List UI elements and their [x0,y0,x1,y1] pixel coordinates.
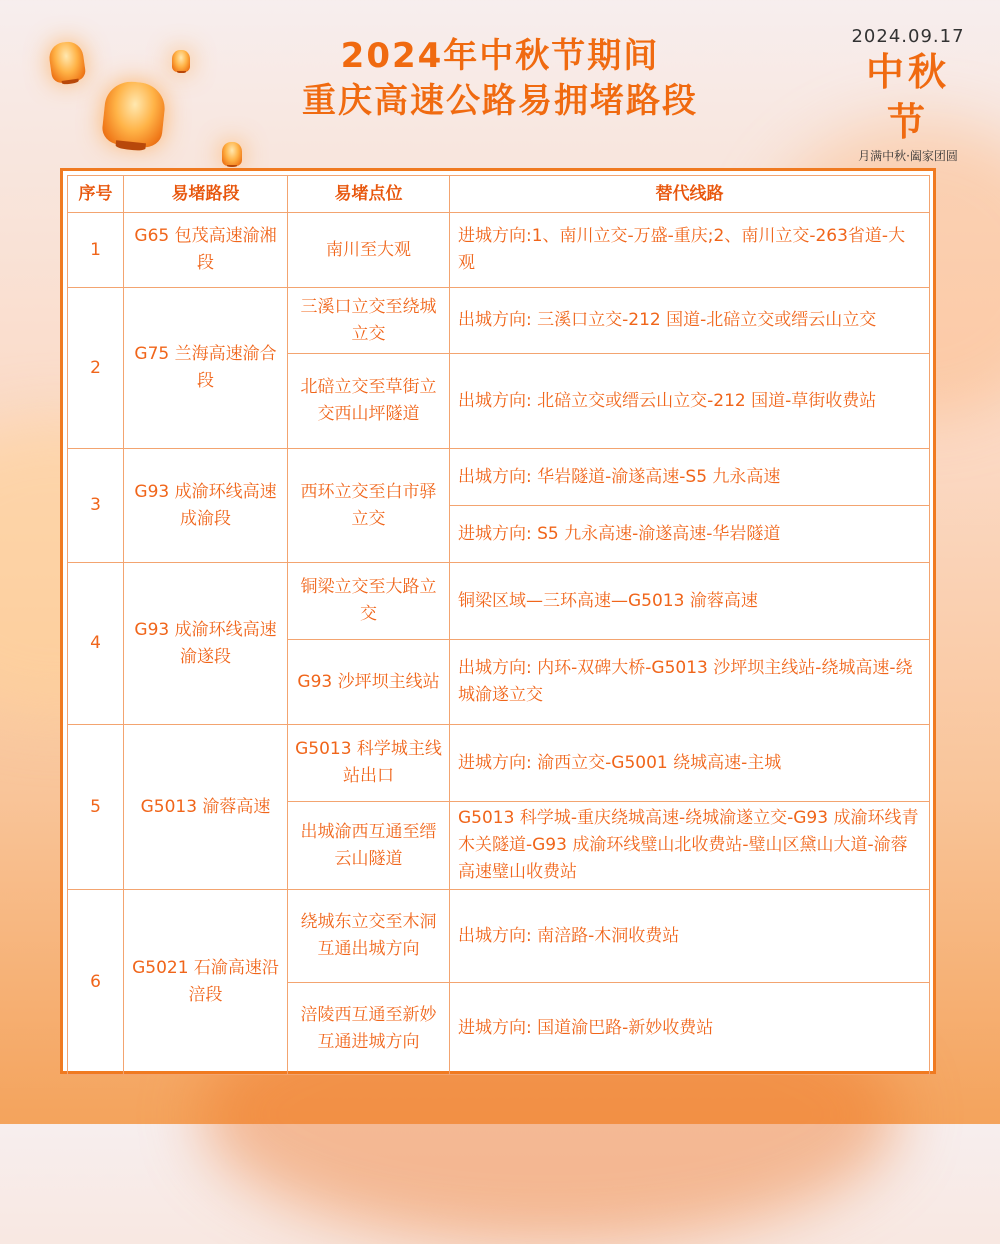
congestion-point: 南川至大观 [288,213,450,288]
alternate-route: 进城方向: 国道渝巴路-新妙收费站 [450,983,930,1075]
table-header-row [68,176,930,213]
table-row [68,563,930,640]
road-section: G93 成渝环线高速成渝段 [124,449,288,563]
alternate-route: G5013 科学城-重庆绕城高速-绕城渝遂立交-G93 成渝环线青木关隧道-G93 成渝环线璧山北收费站-璧山区黛山大道-渝蓉高速璧山收费站 [450,802,930,890]
badge-festival-name: 中秋节 [865,49,950,144]
row-number: 5 [68,725,124,890]
road-section: G5021 石渝高速沿涪段 [124,890,288,1075]
row-number: 1 [68,213,124,288]
road-section: G5013 渝蓉高速 [124,725,288,890]
alternate-route: 出城方向: 南涪路-木洞收费站 [450,890,930,983]
row-number: 4 [68,563,124,725]
congestion-point: 西环立交至白市驿立交 [288,449,450,563]
congestion-point: 铜梁立交至大路立交 [288,563,450,640]
congestion-point: 北碚立交至草街立交西山坪隧道 [288,354,450,449]
badge-date: 2024.09.17 [851,26,965,47]
road-section: G65 包茂高速渝湘段 [124,213,288,288]
alternate-route: 出城方向: 内环-双碑大桥-G5013 沙坪坝主线站-绕城高速-绕城渝遂立交 [450,640,930,725]
road-section: G93 成渝环线高速渝遂段 [124,563,288,725]
congestion-point: 涪陵西互通至新妙互通进城方向 [288,983,450,1075]
alternate-route: 出城方向: 三溪口立交-212 国道-北碚立交或缙云山立交 [450,288,930,354]
table-row [68,890,930,983]
header-road: 易堵路段 [124,176,288,213]
badge-tagline: 月满中秋·阖家团圆 [858,149,958,163]
alternate-route: 进城方向: 渝西立交-G5001 绕城高速-主城 [450,725,930,802]
congestion-point: 绕城东立交至木洞互通出城方向 [288,890,450,983]
congestion-table [67,175,930,1075]
header-point: 易堵点位 [288,176,450,213]
congestion-table-panel [60,168,936,1074]
row-number: 3 [68,449,124,563]
header-route: 替代线路 [450,176,930,213]
sky-lantern-icon [222,142,242,166]
table-row [68,725,930,802]
festival-badge [846,26,970,164]
table-row [68,449,930,506]
table-row [68,288,930,354]
table-row [68,213,930,288]
road-section: G75 兰海高速渝合段 [124,288,288,449]
row-number: 6 [68,890,124,1075]
alternate-route: 进城方向:1、南川立交-万盛-重庆;2、南川立交-263省道-大观 [450,213,930,288]
title-line-2: 重庆高速公路易拥堵路段 [302,81,698,121]
alternate-route: 铜梁区域—三环高速—G5013 渝蓉高速 [450,563,930,640]
alternate-route: 出城方向: 华岩隧道-渝遂高速-S5 九永高速 [450,449,930,506]
alternate-route: 出城方向: 北碚立交或缙云山立交-212 国道-草街收费站 [450,354,930,449]
congestion-point: G5013 科学城主线站出口 [288,725,450,802]
congestion-point: 三溪口立交至绕城立交 [288,288,450,354]
congestion-point: 出城渝西互通至缙云山隧道 [288,802,450,890]
congestion-point: G93 沙坪坝主线站 [288,640,450,725]
row-number: 2 [68,288,124,449]
header-no: 序号 [68,176,124,213]
title-line-1: 2024年中秋节期间 [340,36,660,76]
alternate-route: 进城方向: S5 九永高速-渝遂高速-华岩隧道 [450,506,930,563]
